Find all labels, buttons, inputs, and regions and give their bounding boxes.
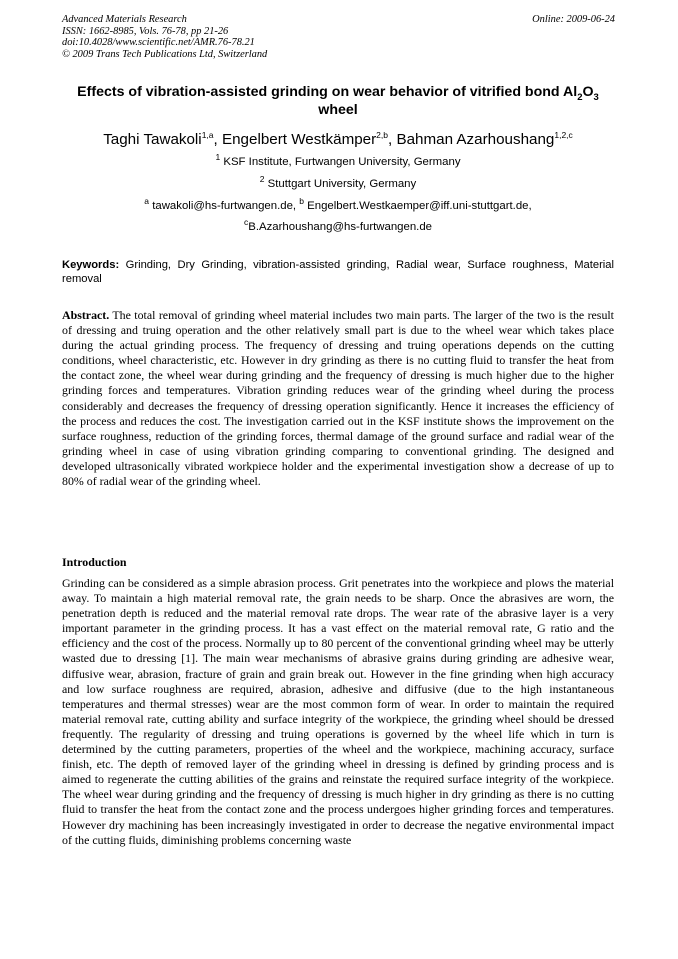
affiliation-2	[62, 174, 614, 191]
keywords-text: Grinding, Dry Grinding, vibration-assisted grinding, Radial wear, Surface roughness, Material removal	[62, 259, 614, 286]
paper-title	[62, 83, 614, 119]
author-separator: ,	[213, 131, 222, 148]
introduction-body: Grinding can be considered as a simple abrasion process. Grit penetrates into the workpiece and plows the material away. To maintain a high material removal rate, the grain needs to be sharp. Once the abrasives are worn, the penetration depth is reduced and the material removal rate drops. The wear rate of the abrasive layer is a very important parameter in the grinding process. It has a vast effect on the material removal rate, G ratio and the efficiency and the cost of the process. Normally up to 80 percent of the conventional grinding wheel may be utterly wasted due to dressing [1]. The main wear mechanisms of abrasive grains during grinding are adhesive wear, diffusive wear, abrasion, fracture of grain and grain break out. However in the fine grinding when high accuracy and low surface roughness are required, abrasion, adhesive and diffusive (due to the high instantaneous temperatures and thermal stresses) wear are the most common form of wear. In order to maintain the required material removal rate, cutting ability and surface integrity of the workpiece, the grinding wheel should be dressed frequently. The regularity of dressing and truing operations is governed by the wheel life which in turn is determined by the cutting parameters, properties of the wheel and the workpiece, machining accuracy, surface finish, etc. The depth of removed layer of the grinding wheel in dressing is defined by grinding process and is aimed to regenerate the cutting abilities of the grains and reinstate the required surface integrity of the workpiece. The wheel wear during grinding and the frequency of dressing is much higher in dry grinding as there is no cutting fluid to transfer the heat from the contact zone and the process undergoes higher grinding forces and temperatures. However dry machining has been increasingly investigated in order to decrease the negative environmental impact of the cutting fluids, diminishing problems concerning waste	[62, 576, 614, 847]
affiliation-text: KSF Institute, Furtwangen University, Germany	[220, 156, 461, 168]
email-link[interactable]: B.Azarhoushang@hs-furtwangen.de	[248, 221, 433, 233]
title-sub-2: 3	[593, 91, 599, 103]
title-sub-1: 2	[577, 91, 583, 103]
title-part-1: Effects of vibration-assisted grinding on wear behavior of vitrified bond Al	[77, 84, 578, 100]
email-superscript: a	[144, 196, 150, 207]
author-name: Engelbert Westkämper	[221, 131, 377, 148]
affiliation-text: Stuttgart University, Germany	[264, 178, 417, 190]
copyright-line: © 2009 Trans Tech Publications Ltd, Switzerland	[62, 48, 268, 60]
author-superscript: 2,b	[376, 129, 388, 140]
author-superscript: 1,2,c	[554, 129, 573, 140]
online-date: Online: 2009-06-24	[532, 14, 615, 25]
email-link[interactable]: Engelbert.Westkaemper@iff.uni-stuttgart.de,	[304, 200, 532, 212]
abstract-text: The total removal of grinding wheel material includes two main parts. The larger of the two is the result of dressing and truing operation and the other relatively small part is due to the wheel wear which takes place during the actual grinding process. The frequency of dressing and truing operations depends on the cutting conditions, wheel characteristic, etc. However in dry grinding as there is no cutting fluid to transfer the heat from the contact zone, the wheel wear during grinding and the frequency of dressing is much higher due to the higher grinding forces and temperatures. Vibration grinding reduces wear of the grinding wheel during the process considerably and decreases the frequency of dressing operation significantly. Hence it increases the efficiency of the process and reduces the cost. The investigation carried out in the KSF institute shows the improvement on the surface roughness, reduction of the grinding forces, thermal damage of the ground surface and radial wear of the grinding wheel in case of using vibration grinding comparing to conventional grinding. The designed and developed ultrasonically vibrated workpiece holder and the experimental investigation show a decrease of up to 80% of radial wear of the grinding wheel.	[62, 308, 614, 489]
author-name: Taghi Tawakoli	[103, 131, 202, 148]
doi-line: doi:10.4028/www.scientific.net/AMR.76-78.21	[62, 37, 255, 49]
email-superscript: b	[299, 196, 304, 207]
email-link[interactable]: tawakoli@hs-furtwangen.de,	[149, 200, 300, 212]
author-superscript: 1,a	[201, 129, 214, 140]
email-line-2	[62, 217, 614, 234]
title-part-3: wheel	[318, 102, 358, 118]
author-separator: ,	[388, 131, 397, 148]
author-name: Bahman Azarhoushang	[396, 131, 555, 148]
email-superscript: c	[243, 217, 249, 228]
abstract	[62, 308, 614, 489]
keywords	[62, 258, 614, 287]
journal-header	[62, 14, 267, 60]
journal-name: Advanced Materials Research	[62, 14, 187, 25]
affiliation-superscript: 2	[259, 174, 265, 185]
abstract-label: Abstract.	[62, 308, 110, 322]
keywords-label: Keywords:	[62, 259, 120, 271]
title-part-2: O	[582, 84, 594, 100]
email-line-1	[62, 196, 614, 213]
author-list	[62, 130, 614, 149]
affiliation-superscript: 1	[215, 152, 221, 163]
issn-line: ISSN: 1662-8985, Vols. 76-78, pp 21-26	[62, 25, 229, 37]
affiliation-1	[62, 152, 614, 169]
section-heading-introduction: Introduction	[62, 555, 127, 569]
